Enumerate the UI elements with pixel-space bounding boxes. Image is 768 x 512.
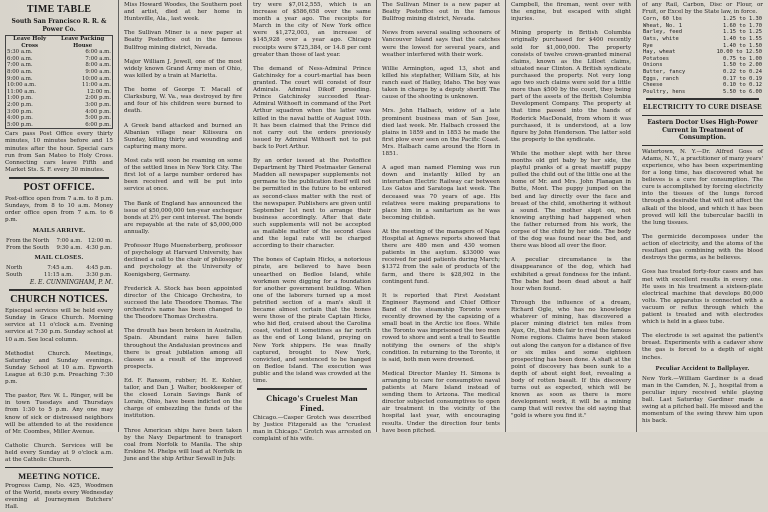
timetable-row	[6, 95, 113, 102]
market-row	[642, 76, 763, 83]
table-cell: 2:00 p.m.	[7, 101, 33, 108]
table-cell: 10.00 to 12.50	[716, 49, 762, 56]
table-cell: 1.40 to 1.55	[723, 35, 762, 42]
table-cell: 6:00 p.m.	[85, 121, 111, 128]
table-cell: Oats, white	[643, 35, 679, 42]
table-cell: 4:30 p.m.	[86, 244, 112, 251]
postmaster: E. E. CUNNINGHAM, P. M.	[29, 278, 113, 286]
market-row	[642, 89, 763, 96]
column-4	[377, 0, 505, 432]
table-cell: Hay, wheat	[643, 49, 676, 56]
timetable-row	[6, 115, 113, 122]
electricity-headline: ELECTRICITY TO CURE DISEASE	[642, 103, 763, 112]
news-items-col4: The Sullivan Miner is a new paper at Beatty Postoffice out in the famous Bullfrog mining district, Nevada. News from several sealing schooners of Vancouver Island says that the catches were the lowest for several years, and weather interfered with their work. Willie Armington, aged 13, shot and killed his stepfather, William Silz, at his ranch east of Hailey, Idaho. The boy was taken in charge by a deputy sheriff. The cause of the shooting is unknown. Mrs. John Halbach, widow of a late prominent business man of San Jose, died last week. Mr. Halbach crossed the plains in 1859 and in 1853 he made the first plow ever seen on the Pacific Coast. Mrs. Halbach came around the Horn in 1851. A aged man named Fleming was run down and instantly killed by an interurban Electric Railway car between Los Gatos and Saratoga last week. The deceased was 70 years of age. His relatives were making preparations to place him in a sanitarium as he was becoming childish. At the meeting of the managers of Napa Hospital at Agnews reports showed that there are 480 men and 430 women patients in the asylum. $33000 was received for paid patients during March; $1372 from the sale of products of the farm, and there is $28,902 in the contingent fund. It is reported that First Assistant Engineer Raymond and Chief Officer Band of the steamship Toronto were recently drowned by the capsizing of a small boat in the Arctic ice floes. While the Toronto was imprisoned the two men rowed to shore and sent a trail to Seattle notifying the owners of the ship's condition. In returning to the Toronto, it is said, both men were drowned. Medical Director Manley H. Simons is arranging to care for consumptive naval patients at Mare Island instead of sending them to Arizona. The medical director subjected consumptives to open air treatment in the vicinity of the hospital last year, with encouraging results. Under the direction four tents have been pitched.	[382, 2, 500, 434]
table-cell: 1.60 to 1.70	[723, 22, 762, 29]
timetable-row	[6, 109, 113, 116]
table-cell: 6:00 a.m.	[7, 55, 33, 62]
table-cell: 5:00 p.m.	[7, 121, 33, 128]
news-items-col5: Campbell, the fireman, went over with the engine, but escaped with slight injuries. Mining property in British Columbia originally purchased for $400 recently sold for $1,000,000. The property consists of twelve crown-granted mineral claims, known as the Lilloet claims, situated near Clinton. A British syndicate purchased the property. Not very long ago two such claims were sold for a little more than $500 by the court, they being part of the assets of the British Columbia Development Company. The property at that time passed into the hands of Roderick MacDonald, from whom it was purchased, it is understood, at a low figure by John Henderson. The latter sold the property to the syndicate. While the mother slept with her three months old girl baby by her side, the playful pranks of a great mastiff puppy pulled the child out of the little one at the home of Mr. and Mrs. John Flanagan in Butte, Mont. The puppy jumped on the bed and lay directly over the face and breast of the child, smothering it without a sound. The mother slept on, not knowing anything had happened when the father returned from his work, the corpse of the child by her side. The body of the dog was found near the bed, and there was blood all over the floor. A peculiar circumstance is the disappearance of the dog, which had exhibited a great fondness for the infant. The babe had been dead about a half hour when found. Through the influence of a dream, Richard Ogle, who has no knowledge whatever of mining, has discovered a placer mining district ten miles from Ajax, Or., that bids fair to rival the famous Nome regions. Claims have been staked out along the canyon for a distance of five or six miles and some eighteen prospecting has been done. A shaft at the point of discovery has been sunk to a depth of about eight feet, revealing a body of rotten basalt. If this discovery turns out as expected, which will be known as soon as there is more development work, it will be a mining camp that will revive the old saying that "gold is where you find it."	[511, 2, 631, 420]
church-notices-text: Episcopal services will be held every Sunday in Grace Church. Morning service at 11 o'clock a.m. Evening service at 7:30 p.m. Sunday school at 10 a.m. See local column. Methodist Church. Meetings, Saturday and Sunday evenings. Sunday School at 10 a.m. Epworth League at 6:30 p.m. Preaching 7:30 p.m. The pastor, Rev. W. L. Ringer, will be in town Tuesdays and Thursdays from 1:30 to 5 p.m. Any one may know of sick or distressed neighbors will be attended to at the residence of Mr. Coombes, Miller Avenue. Catholic Church. Services will be held every Sunday at 9 o'clock a.m. at the Catholic Church.	[5, 308, 113, 464]
timetable-row	[6, 102, 113, 109]
market-row	[642, 56, 763, 63]
market-intro: of any Rail, Carbon, Disc or Flour, or Fruit, or Excel by the State law, in force.	[642, 2, 765, 16]
table-cell: 8:00 a.m.	[85, 62, 111, 69]
post-office-text: Post-office open from 7 a.m. to 8 p.m. Sundays, from 8 to 10 a.m. Money order office open from 7 a.m. to 6 p.m.	[5, 195, 115, 224]
table-cell: 9:00 a.m.	[7, 75, 33, 82]
table-cell: Eggs, ranch	[643, 75, 679, 82]
timetable-row	[6, 82, 113, 89]
table-cell: 5.50 to 6.00	[723, 88, 762, 95]
mail-row	[5, 265, 113, 272]
table-cell: 8:00 a.m.	[7, 68, 33, 75]
table-cell: 7:45 a.m.	[47, 265, 73, 272]
table-cell: 12:00 m.	[86, 88, 111, 95]
table-cell: 4:00 p.m.	[85, 108, 111, 115]
chicago-text: Chicago.—Casper Grotch was described by Justice Fitzgerald as the "cruelest man in Chicago." Grotch was arrested on complaint of his wife.	[253, 415, 373, 443]
timetable-row	[6, 69, 113, 76]
table-cell: 10:00 a.m.	[7, 82, 37, 89]
column-5	[506, 0, 636, 432]
table-cell: 7:00 a.m.	[7, 62, 33, 69]
table-header	[6, 36, 113, 50]
table-cell: 0.75 to 1.00	[723, 55, 762, 62]
table-cell: 4:00 p.m.	[7, 115, 33, 122]
market-table	[642, 16, 763, 95]
market-row	[642, 43, 763, 50]
table-cell: 7:00 a.m.	[56, 238, 83, 245]
timetable-company: South San Francisco R. R. & Power Co.	[11, 18, 107, 33]
column-2	[119, 0, 247, 462]
timetable-row	[6, 76, 113, 83]
table-cell: 11:00 a.m.	[81, 82, 111, 89]
table-cell: 3:30 p.m.	[86, 272, 112, 279]
table-cell: 0.17 to 0.19	[723, 75, 762, 82]
table-cell: South	[6, 272, 23, 279]
column-3	[248, 0, 376, 443]
mails-close-table	[5, 265, 113, 278]
mail-row	[5, 272, 113, 279]
meeting-notice-text: Progress Camp, No. 425, Woodmen of the World, meets every Wednesday evening at Journeymen Butchers' Hall.	[5, 483, 115, 511]
market-row	[642, 62, 763, 69]
church-notices-heading: CHURCH NOTICES.	[10, 294, 108, 306]
table-cell: 1:00 p.m.	[7, 95, 33, 102]
table-cell: 3:00 p.m.	[85, 101, 111, 108]
table-cell: 12:00 m.	[87, 238, 112, 245]
table-cell: Wheat, No. 1	[643, 22, 682, 29]
market-row	[642, 82, 763, 89]
timetable-row	[6, 49, 113, 56]
table-cell: 11:00 a.m.	[7, 88, 37, 95]
timetable-row	[6, 56, 113, 63]
table-cell: 1.25 to 1.30	[723, 16, 762, 23]
timetable-row	[6, 89, 113, 96]
table-cell: 5:00 p.m.	[85, 115, 111, 122]
mails-arrive-heading: MAILS ARRIVE.	[32, 227, 86, 235]
news-items-col2: Miss Howard Woodes, the Southern poet and artist, died at her home in Huntsville, Ala., last week. The Sullivan Miner is a new paper at Beatty Postoffice out in the famous Bullfrog mining district, Nevada. Major William J. Jewell, one of the most widely known Grand Army men of Ohio, was killed by a train at Marietta. The home of George T. Macall of Clarksburg, W. Va., was destroyed by fire and four of his children were burned to death. A Greek band attacked and burned an Albanian village near Kilissura on Sunday, killing thirty and wounding and capturing many more. Most cats will soon be roaming on some of the settled lines in New York City. The first lot of a large number ordered has been received and will be put into service at once. The Bank of England has announced the issue of $50,000,000 ten-year exchequer bonds at 2½ per cent interest. The bonds are repayable at the rate of $5,000,000 annually. Professor Hugo Muensterberg, professor of psychology at Harvard University, has declined a call to the chair of philosophy and psychology at the University of Koenigsberg, Germany. Frederick A. Stock has been appointed director of the Chicago Orchestra, to succeed the late Theodore Thomas. The orchestra's name has been changed to the Theodore Thomas Orchestra. The drouth has been broken in Australia, Spain. Abundant rains have fallen throughout the Andalusian provinces and there is great jubilation among all classes as a result of the improved prospects. Ed. F. Ransom, rubber; H. E. Kohler, tailor, and Dan J. Walter, bookkeeper of the closed Lorain Savings Bank of Lorain, Ohio, have been indicted on the charge of embezzling the funds of the institution. Three American ships have been taken by the Navy Department to transport coal from Norfolk to Manila. The ship Erskine M. Phelps will load at Norfolk in June and the ship Arthur Sewall in July.	[124, 2, 242, 462]
table-cell: Corn, 60 lbs	[643, 16, 682, 23]
market-row	[642, 23, 763, 30]
table-cell: 9:30 a.m.	[56, 244, 83, 251]
mail-row	[5, 245, 113, 252]
table-cell: 0.22 to 0.24	[723, 68, 762, 75]
mail-row	[5, 238, 113, 245]
column-6	[637, 0, 768, 432]
table-cell: 1.15 to 1.25	[723, 29, 762, 36]
electricity-subhead: Eastern Doctor Uses High-Power Current in Treatment of Consumption.	[647, 119, 758, 142]
timetable-row	[6, 122, 113, 129]
post-office-heading: POST OFFICE.	[23, 181, 95, 193]
market-row	[642, 49, 763, 56]
table-cell: 3:00 p.m.	[7, 108, 33, 115]
table-cell: 10:00 a.m.	[81, 75, 111, 82]
mails-arrive-table	[5, 238, 113, 251]
table-cell: 1.50 to 2.00	[723, 62, 762, 69]
accident-headline: Peculiar Accident to Ballplayer.	[655, 364, 750, 372]
news-items-col3: try were $7,012,555, which is an increase of $586,658 over the same month a year ago. The receipts for March in the city of New York office were $1,272,003, an increase of $145,928 over a year ago. Chicago receipts were $725,384, or 14.8 per cent greater than those of last year. The demand of Ness-Admiral Prince Gatchinsky for a court-martial has been granted. The court will consist of four Admirals. Admiral Dikoff presiding. Prince Gatchinsky succeeded Rear-Admiral Withoeft in command of the Port Arthur squadron when the latter was killed in the naval battle of August 10th. It has been claimed that the Prince did not carry out the orders previously issued by Admiral Withoeft not to put back to Port Arthur. By an order issued at the Postoffice Department by Third Postmaster General Madden all newspaper supplements not germane to the publication itself will not be permitted in the future to be entered as second-class matter with the rest of the newspaper. Publishers are given until September 1st next to arrange their business accordingly. After that date such supplements will not be accepted as mailable matter of the second class and the legal rate will be charged according to their character. The bones of Captain Hicks, a notorious pirate, are believed to have been unearthed on Bedloe Island, while workmen were digging for a foundation for another government building. When one of the laborers turned up a most petrified section of a man's skull it became almost certain that the bones were those of the pirate Captain Hicks, who hid fled, cruised about the Carolina coast, visited it sometimes as far north as the end of Long Island, preying on New York shippers. He was finally captured, brought to New York, convicted, and sentenced to be hanged on Bedloe Island. The execution was public and the island was crowded at the time.	[253, 2, 371, 384]
table-header-cell: Leave Packing House	[60, 36, 105, 49]
table-cell: 1.40 to 1.50	[723, 42, 762, 49]
market-row	[642, 69, 763, 76]
timetable-title: TIME TABLE	[26, 4, 92, 15]
table-cell: Butter, fancy	[643, 68, 686, 75]
table-cell: 2:00 p.m.	[85, 95, 111, 102]
table-cell: 7:00 a.m.	[85, 55, 111, 62]
table-cell: Barley, feed	[643, 29, 682, 36]
market-row	[642, 29, 763, 36]
table-cell: Onions	[643, 62, 663, 69]
table-cell: From the North	[6, 238, 50, 245]
table-cell: 4:45 p.m.	[86, 265, 112, 272]
meeting-notice-heading: MEETING NOTICE.	[18, 471, 100, 482]
accident-text: New York.—William Gardiner is a dead man in the Camden, N. J., hospital from a peculiar injury received while playing ball. Last Saturday Gardiner made a swing at a pitched ball. He missed and the momentum of the swing threw him upon his back.	[642, 375, 765, 425]
table-cell: Rye	[643, 42, 653, 49]
table-cell: 6:00 a.m.	[85, 49, 111, 56]
mails-close-heading: MAIL CLOSES.	[34, 254, 84, 262]
table-cell: 9:00 a.m.	[85, 68, 111, 75]
table-cell: 11:15 a.m.	[43, 272, 73, 279]
timetable-note: Cars pass Post Office every thirty minutes, 10 minutes before and 15 minutes after the hour. Special cars run from San Mateo to Holy Cross. Connecting cars leave Fifth and Market Sts. S. F. every 30 minutes.	[5, 131, 115, 173]
table-cell: Poultry, hens	[643, 88, 686, 95]
table-header-cell: Leave Holy Cross	[13, 36, 47, 49]
market-row	[642, 16, 763, 23]
table-cell: From the South	[6, 244, 49, 251]
timetable	[5, 35, 113, 129]
electricity-text: Watertown, N. Y.—Dr. Alfred Goss of Adams, N. Y., a practitioner of many years' experience, who has been experimenting for a long time, has discovered what he believes is a cure for consumption. The cure is accomplished by forcing electricity into the tissues of the lungs forced through a desirable that will not affect the alkali of the blood, and which it has been proved will kill the tubercular bacilli in the lung tissues. The germicide decomposes under the action of electricity, and the atoms of the resultant gas combining with the blood destroys the germs, as he believes. Goss has treated forty-four cases and has met with excellent results in every one. He uses in his treatment a sixteen-plate electrical machine that develops 80,000 volts. The apparatus is connected with a vacuum or reflux through which the patient is treated and with electrodes which is held in a glass tube. The electrode is set against the patient's breast. Experiments with a cadaver show the gas is forced to a depth of eight inches.	[642, 148, 764, 361]
timetable-row	[6, 62, 113, 69]
table-cell: 0.10 to 0.12	[723, 82, 762, 89]
table-cell: 5:30 a.m.	[7, 49, 33, 56]
market-row	[642, 36, 763, 43]
table-cell: Cheese	[643, 82, 663, 89]
column-1	[0, 0, 118, 511]
table-cell: North	[6, 265, 23, 272]
table-cell: Potatoes	[643, 55, 669, 62]
chicago-headline: Chicago's Cruelest Man Fined.	[266, 393, 358, 414]
